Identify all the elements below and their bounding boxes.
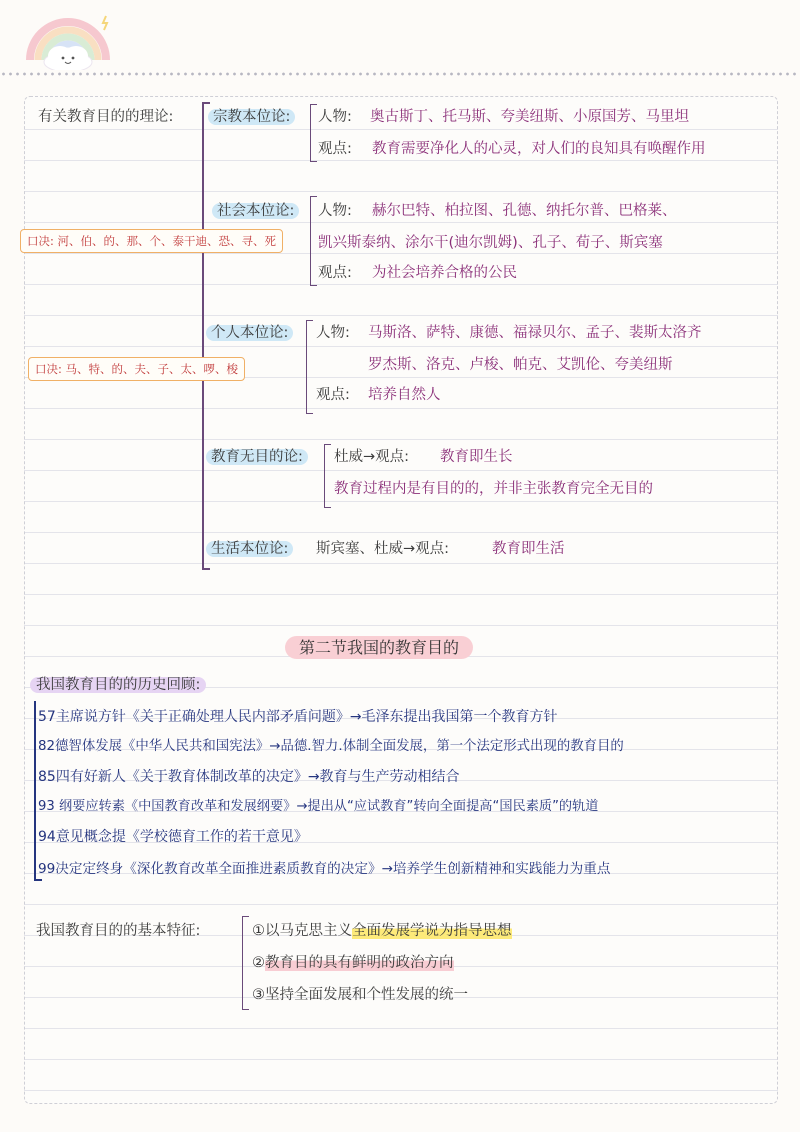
history-item-5: 94意见概念提《学校德育工作的若干意见》	[38, 829, 308, 845]
no-aim-line1-b: 教育即生长	[440, 449, 513, 465]
history-bracket-bottom	[34, 879, 42, 881]
individual-view: 培养自然人	[368, 387, 441, 403]
society-view: 为社会培养合格的公民	[372, 265, 517, 281]
main-bracket	[202, 102, 204, 570]
individual-view-label: 观点:	[316, 387, 350, 403]
history-item-3: 85四有好新人《关于教育体制改革的决定》→教育与生产劳动相结合	[38, 769, 460, 785]
individual-mnemonic-box: 口决: 马、特、的、夫、子、太、啰、梭	[28, 357, 245, 381]
features-label: 我国教育目的的基本特征:	[36, 923, 201, 939]
features-bracket	[242, 916, 249, 1010]
society-view-label: 观点:	[318, 265, 352, 281]
no-aim-theory-title: 教育无目的论:	[206, 447, 308, 467]
no-aim-bracket	[324, 444, 331, 508]
religion-theory-title: 宗教本位论:	[208, 107, 295, 127]
history-label: 我国教育目的的历史回顾:	[30, 675, 206, 695]
society-people-label: 人物:	[318, 203, 352, 219]
theories-label: 有关教育目的的理论:	[38, 109, 174, 125]
main-bracket-top	[202, 102, 210, 104]
history-item-2: 82德智体发展《中华人民共和国宪法》→品德.智力.体制全面发展，第一个法定形式出现的教育目的	[38, 739, 624, 754]
society-bracket	[310, 196, 317, 286]
main-bracket-bottom	[202, 568, 210, 570]
feature-2: ②教育目的具有鲜明的政治方向	[252, 955, 454, 971]
life-theory-title: 生活本位论:	[206, 539, 293, 559]
dotted-divider	[0, 72, 800, 76]
feature-1: ①以马克思主义全面发展学说为指导思想	[252, 923, 512, 939]
history-item-4: 93 纲要应转素《中国教育改革和发展纲要》→提出从“应试教育”转向全面提高“国民素质”的轨道	[38, 799, 599, 814]
society-people-line2: 凯兴斯泰纳、涂尔干(迪尔凯姆)、孔子、荀子、斯宾塞	[318, 233, 663, 253]
rainbow-cloud-icon	[18, 10, 118, 70]
individual-bracket	[306, 320, 313, 414]
society-people-line1: 赫尔巴特、柏拉图、孔德、纳托尔普、巴格莱、	[372, 201, 677, 221]
history-bracket	[34, 701, 36, 879]
society-theory-title: 社会本位论:	[212, 201, 299, 221]
religion-view-label: 观点:	[318, 141, 352, 157]
individual-theory-title: 个人本位论:	[206, 323, 293, 343]
society-mnemonic-box: 口决: 河、伯、的、那、个、泰干迪、恐、寻、死	[20, 229, 283, 253]
no-aim-line2: 教育过程内是有目的的，并非主张教育完全无目的	[334, 481, 653, 497]
individual-people-line2: 罗杰斯、洛克、卢梭、帕克、艾凯伦、夸美纽斯	[368, 357, 673, 373]
religion-view: 教育需要净化人的心灵，对人们的良知具有唤醒作用	[372, 141, 706, 157]
history-item-6: 99决定定终身《深化教育改革全面推进素质教育的决定》→培养学生创新精神和实践能力为重点	[38, 861, 611, 877]
individual-people-line1: 马斯洛、萨特、康德、福禄贝尔、孟子、裴斯太洛齐	[368, 323, 702, 343]
religion-people-label: 人物:	[318, 109, 352, 125]
religion-bracket	[310, 104, 317, 162]
feature-3: ③坚持全面发展和个性发展的统一	[252, 987, 468, 1003]
life-text-b: 教育即生活	[492, 541, 565, 557]
life-text-a: 斯宾塞、杜威→观点:	[316, 541, 450, 557]
section2-title: 第二节我国的教育目的	[285, 638, 473, 659]
individual-people-label: 人物:	[316, 325, 350, 341]
religion-people: 奥古斯丁、托马斯、夸美纽斯、小原国芳、马里坦	[370, 109, 689, 125]
no-aim-line1-a: 杜威→观点:	[334, 449, 410, 465]
history-item-1: 57主席说方针《关于正确处理人民内部矛盾问题》→毛泽东提出我国第一个教育方针	[38, 709, 558, 725]
